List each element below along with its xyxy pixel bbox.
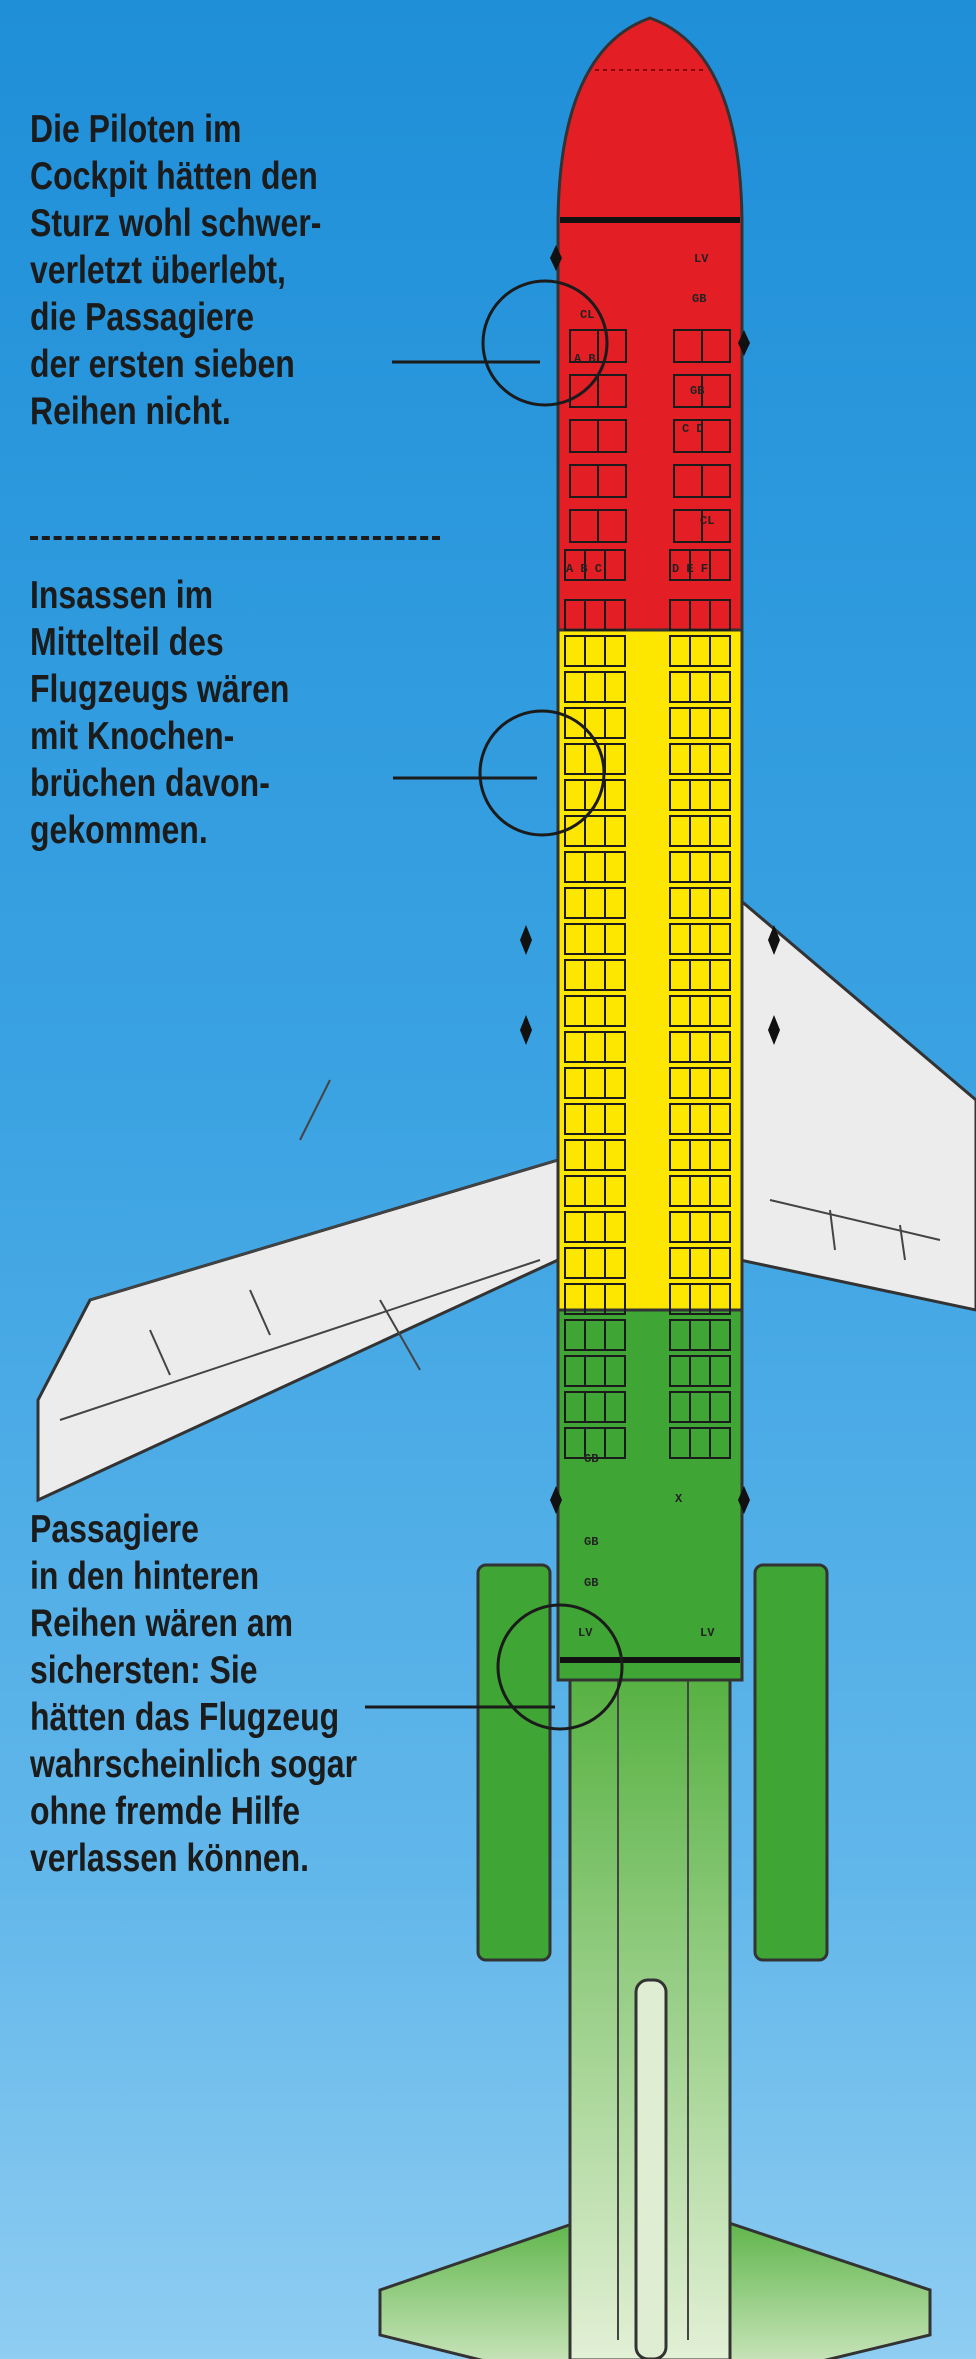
seats-ab-label: A B [574,352,596,366]
middle-zone-caption: Insassen im Mittelteil des Flugzeugs wären mit Knochen- brüchen davon- gekommen. [30,574,290,852]
galley-label-front: GB [692,292,707,306]
caption-separator [30,536,440,540]
galley-label-rear-1: GB [584,1452,599,1466]
galley-label-rear-3: GB [584,1576,599,1590]
closet-label-left: CL [580,308,595,322]
right-wing [740,900,976,1310]
galley-label-right: GB [690,384,705,398]
lavatory-label-rear-right: LV [700,1626,715,1640]
lavatory-label-front: LV [694,252,709,266]
vertical-tail [636,1980,666,2359]
fuselage-front-zone [558,18,742,630]
exit-label: X [675,1492,683,1506]
seats-cd-label: C D [682,422,704,436]
lavatory-label-rear-left: LV [578,1626,593,1640]
closet-label-right: CL [700,514,715,528]
rear-zone-caption: Passagiere in den hinteren Reihen wären am sichersten: Sie hätten das Flugzeug wahrscheinlich sogar ohne fremde Hilfe verlassen können. [30,1508,358,1880]
front-zone-caption: Die Piloten im Cockpit hätten den Sturz wohl schwer- verletzt überlebt, die Passagiere der ersten sieben Reihen nicht. [30,108,322,433]
seats-abc-label: A B C [566,562,603,576]
galley-label-rear-2: GB [584,1535,599,1549]
right-engine [755,1565,827,1960]
seats-def-label: D E F [672,562,709,576]
left-wing [38,900,558,1500]
